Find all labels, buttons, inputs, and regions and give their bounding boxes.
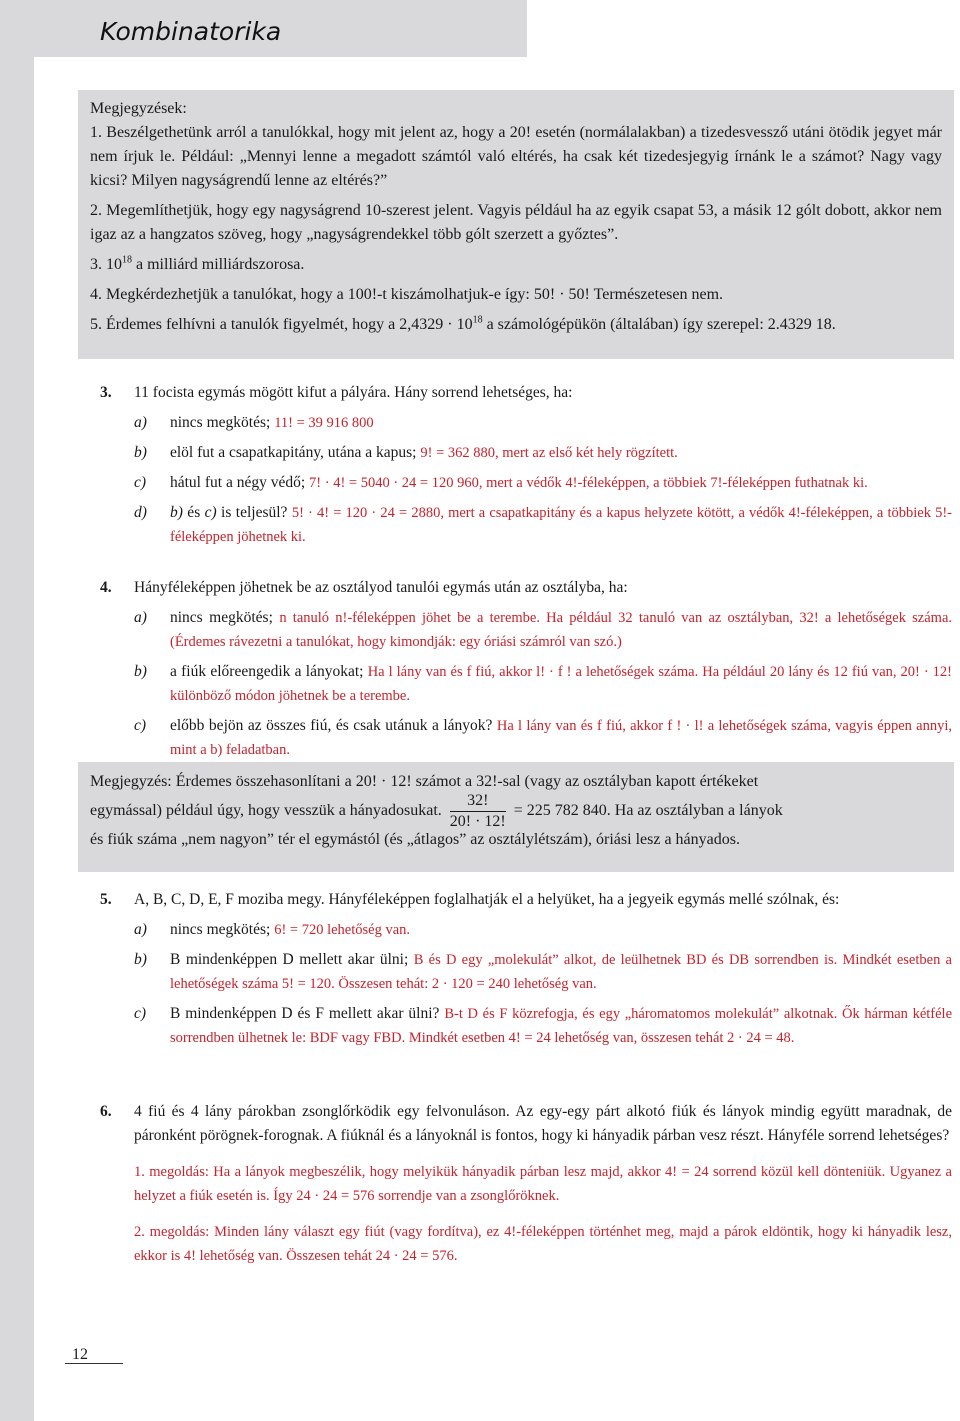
note-5: 5. Érdemes felhívni a tanulók figyelmét, hogy a $2,4329 \cdot 10^{18}$ a számológépükön (általában) így szerepel: 2.4329 18.	[90, 314, 836, 333]
problem-number: 3.	[100, 384, 112, 401]
problem-number: 5.	[100, 891, 112, 908]
problem-6	[100, 1100, 952, 1268]
note-2: 2. Megemlíthetjük, hogy egy nagyságrend 10-szerest jelent. Vagyis például ha az egyik csapat 53, a másik 12 gólt dobott, akkor nem igaz az a hangzatos szöveg, hogy „nagyságrendekkel több gólt szerzett a győztes”.	[90, 202, 942, 243]
subtask-c: c) hátul fut a négy védő; 7! · 4! = 5040 · 24 = 120 960, mert a védők 4!-féleképpen, a többiek 7!-féleképpen futhatnak ki.	[134, 474, 868, 491]
problem-number: 4.	[100, 579, 112, 596]
note-3: 3. $10^{18}$ a milliárd milliárdszorosa.	[90, 254, 305, 273]
subtask-d: d) b) és c) is teljesül? 5! · 4! = 120 · 24 = 2880, mert a csapatkapitány és a kapus helyzete kötött, a védők 4!-féleképpen, a többiek 5!-féleképpen jöhetnek ki.	[134, 504, 952, 545]
notes-heading: Megjegyzések:	[90, 100, 187, 117]
note-line-2: egymással) például úgy, hogy vesszük a hányadosukat. $\frac{32!}{20! \cdot 12!}$ = 225 782 840. Ha az osztályban a lányok	[90, 791, 783, 830]
chapter-title: Kombinatorika	[100, 17, 282, 46]
solution-2: 2. megoldás: Minden lány választ egy fiút (vagy fordítva), ez 4!-féleképpen történhet meg, majd a párok eldöntik, hogy ki hányadik lesz, ekkor is 4! lehetőség van. Összesen tehát 24 · 24 = 576.	[134, 1224, 952, 1264]
problem-5	[100, 888, 952, 1050]
problem-text: Hányféleképpen jöhetnek be az osztályod tanulói egymás után az osztályba, ha:	[134, 579, 628, 596]
left-margin-band	[0, 57, 34, 1421]
problem-3	[100, 381, 952, 549]
problem-4	[100, 576, 952, 762]
subtask-b: b) B mindenképpen D mellett akar ülni; B és D egy „molekulát” alkot, de leülhetnek BD és DB sorrendben is. Mindkét esetben a lehetőségek száma 5! = 120. Összesen tehát: 2 · 120 = 240 lehetőség van.	[134, 951, 952, 992]
fraction: $\frac{32!}{20! \cdot 12!}$	[449, 791, 506, 830]
solution-1: 1. megoldás: Ha a lányok megbeszélik, hogy melyikük hányadik párban lesz majd, akkor 4! = 24 sorrend közül kell dönteniük. Ugyanez a helyzet a fiúk esetén is. Így 24 · 24 = 576 sorrendje van a zsonglőröknek.	[134, 1164, 952, 1204]
problem-text: 4 fiú és 4 lány párokban zsonglőrködik egy felvonuláson. Az egy-egy párt alkotó fiúk és lányok mindig együtt maradnak, de páronként pörögnek-forognak. A fiúknál és a lányoknál is fontos, hogy ki hányadik párban vesz részt. Hányféle sorrend lehetséges?	[134, 1103, 952, 1144]
subtask-b: b) elöl fut a csapatkapitány, utána a kapus; 9! = 362 880, mert az első két hely rögzített.	[134, 444, 678, 461]
problem-text: A, B, C, D, E, F moziba megy. Hányféleképpen foglalhatják el a helyüket, ha a jegyeik egymás mellé szólnak, és:	[134, 891, 840, 908]
subtask-c: c) B mindenképpen D és F mellett akar ülni? B-t D és F közrefogja, és egy „háromatomos molekulát” alkotnak. Ők hárman kétféle sorrendben ülhetnek le: BDF vagy FBD. Mindkét esetben 4! = 24 lehetőség van, összesen tehát 2 · 24 = 48.	[134, 1005, 953, 1046]
page-number: 12	[72, 1346, 88, 1363]
note-line-1: Megjegyzés: Érdemes összehasonlítani a 20! · 12! számot a 32!-sal (vagy az osztályban kapott értékeket	[90, 773, 759, 790]
note-1: 1. Beszélgethetünk arról a tanulókkal, hogy mit jelent az, hogy a 20! esetén (normálalakban) a tizedesvessző utáni ötödik jegyet már nem írjuk le. Például: „Mennyi lenne a megadott számtól való eltérés, ha csak két tizedesjegyig írnánk le a számot? Nagy vagy kicsi? Milyen nagyságrendű lenne az eltérés?”	[90, 124, 942, 189]
note-4: 4. Megkérdezhetjük a tanulókat, hogy a 100!-t kiszámolhatjuk-e így: 50! · 50! Természetesen nem.	[90, 286, 724, 303]
subtask-b: b) a fiúk előreengedik a lányokat; Ha l lány van és f fiú, akkor l! · f ! a lehetőségek száma. Ha például 20 lány és 12 fiú van, 20! · 12! különböző módon jöhetnek be a terembe.	[134, 663, 952, 704]
subtask-a: a) nincs megkötés; 6! = 720 lehetőség van.	[134, 921, 411, 938]
subtask-a: a) nincs megkötés; n tanuló n!-féleképpen jöhet be a terembe. Ha például 32 tanuló van az osztályban, 32! a lehetőségek száma. (Érdemes rávezetni a tanulókat, hogy kimondják: egy óriási számról van szó.)	[134, 609, 953, 650]
problem-text: 11 focista egymás mögött kifut a pályára. Hány sorrend lehetséges, ha:	[134, 384, 573, 401]
comparison-note-box	[78, 762, 954, 872]
problem-number: 6.	[100, 1103, 112, 1120]
page-number-rule	[65, 1363, 123, 1364]
notes-box	[78, 90, 954, 359]
note-line-3: és fiúk száma „nem nagyon” tér el egymástól (és „átlagos” az osztálylétszám), óriási lesz a hányados.	[90, 831, 740, 848]
subtask-c: c) előbb bejön az összes fiú, és csak utánuk a lányok? Ha l lány van és f fiú, akkor f ! · l! a lehetőségek száma, vagyis éppen annyi, mint a b) feladatban.	[134, 717, 953, 758]
subtask-a: a) nincs megkötés; 11! = 39 916 800	[134, 414, 374, 431]
